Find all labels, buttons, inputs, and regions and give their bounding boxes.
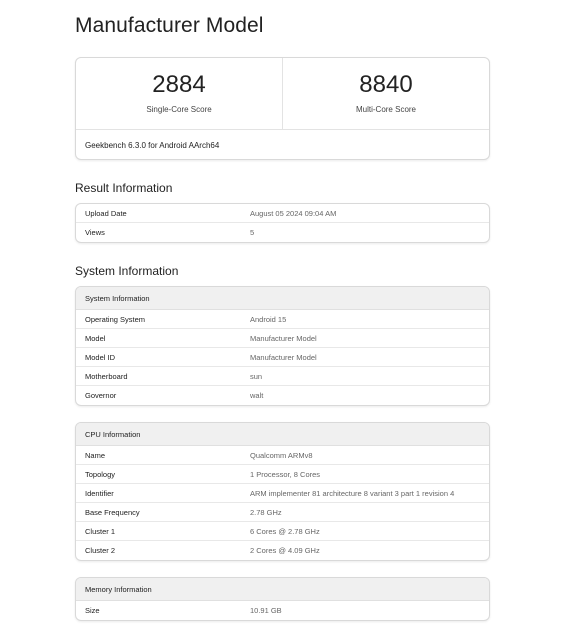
- row-value: Android 15: [250, 314, 287, 324]
- multi-core-score: [282, 58, 489, 129]
- row-key: Size: [85, 606, 100, 615]
- row-key: Base Frequency: [85, 507, 140, 517]
- row-value: sun: [250, 371, 263, 381]
- score-card: [75, 57, 490, 160]
- table-row: [76, 204, 489, 223]
- table-row: [76, 386, 489, 405]
- row-value: 2.78 GHz: [250, 507, 282, 517]
- row-value: 10.91 GB: [250, 606, 282, 615]
- row-key: Governor: [85, 391, 117, 400]
- row-key: Operating System: [85, 314, 146, 324]
- system-information-title: System Information: [75, 264, 179, 278]
- row-key: Cluster 2: [85, 546, 116, 555]
- memory-information-card: [75, 577, 490, 621]
- row-value: ARM implementer 81 architecture 8 variant 3 part 1 revision 4: [250, 488, 455, 498]
- benchmark-version: Geekbench 6.3.0 for Android AArch64: [85, 141, 220, 150]
- table-row: [76, 310, 489, 329]
- single-core-score-value: 2884: [152, 71, 206, 98]
- table-row: [76, 367, 489, 386]
- cpu-information-header: CPU Information: [76, 423, 489, 446]
- row-value: Qualcomm ARMv8: [250, 450, 313, 460]
- row-value: 1 Processor, 8 Cores: [250, 469, 321, 479]
- row-key: Views: [85, 228, 105, 237]
- memory-information-header: Memory Information: [76, 578, 489, 601]
- cpu-information-card: [75, 422, 490, 561]
- row-key: Topology: [85, 469, 116, 479]
- single-core-score-label: Single-Core Score: [146, 105, 212, 114]
- row-key: Upload Date: [85, 208, 127, 218]
- result-information-card: [75, 203, 490, 243]
- table-row: [76, 522, 489, 541]
- score-row: [76, 58, 489, 130]
- multi-core-score-value: 8840: [359, 71, 413, 98]
- page-title: Manufacturer Model: [75, 14, 264, 37]
- table-row: [76, 446, 489, 465]
- result-information-title: Result Information: [75, 181, 173, 195]
- single-core-score: [76, 58, 282, 129]
- row-value: August 05 2024 09:04 AM: [250, 208, 337, 218]
- row-value: 6 Cores @ 2.78 GHz: [250, 526, 320, 536]
- row-value: 2 Cores @ 4.09 GHz: [250, 546, 320, 555]
- table-row: [76, 503, 489, 522]
- table-row: [76, 223, 489, 242]
- row-value: Manufacturer Model: [250, 333, 317, 343]
- table-row: [76, 484, 489, 503]
- system-information-card: [75, 286, 490, 406]
- row-value: 5: [250, 228, 255, 237]
- table-row: [76, 465, 489, 484]
- table-row: [76, 329, 489, 348]
- system-information-header: System Information: [76, 287, 489, 310]
- row-key: Identifier: [85, 488, 114, 498]
- row-key: Cluster 1: [85, 526, 116, 536]
- row-value: Manufacturer Model: [250, 352, 317, 362]
- row-value: walt: [250, 391, 264, 400]
- row-key: Model ID: [85, 352, 116, 362]
- row-key: Model: [85, 333, 106, 343]
- row-key: Motherboard: [85, 371, 128, 381]
- table-row: [76, 348, 489, 367]
- row-key: Name: [85, 450, 106, 460]
- table-row: [76, 541, 489, 560]
- table-row: [76, 601, 489, 620]
- multi-core-score-label: Multi-Core Score: [355, 105, 416, 114]
